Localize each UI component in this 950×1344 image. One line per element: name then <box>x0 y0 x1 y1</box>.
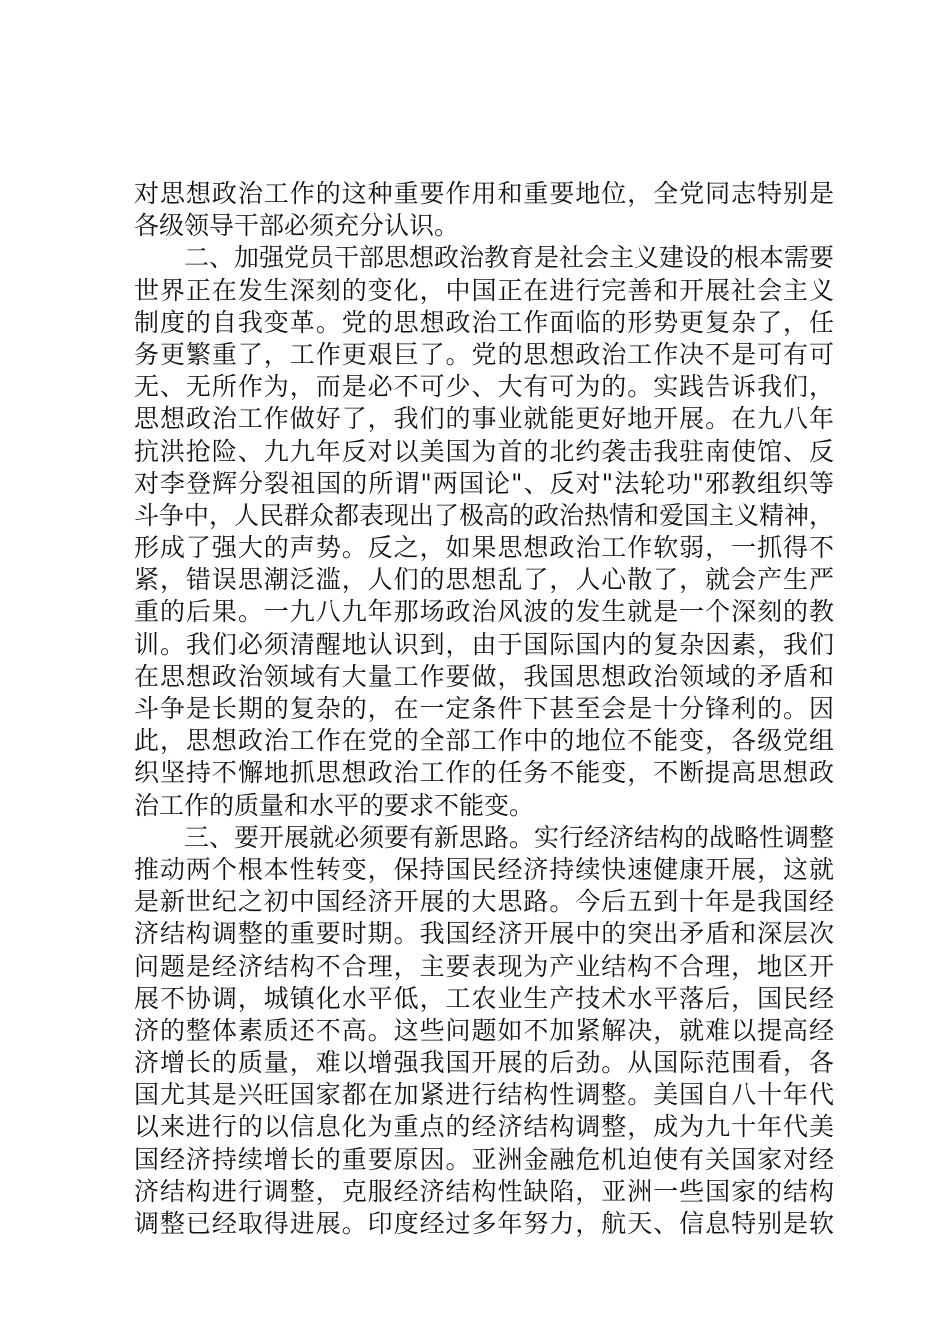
text-line: 训。我们必须清醒地认识到，由于国际国内的复杂因素，我们 <box>134 629 834 659</box>
text-line: 问题是经济结构不合理，主要表现为产业结构不合理，地区开 <box>134 951 834 981</box>
text-line: 斗争是长期的复杂的，在一定条件下甚至会是十分锋利的。因 <box>134 694 834 723</box>
text-line: 是新世纪之初中国经济开展的大思路。今后五到十年是我国经 <box>134 887 834 917</box>
text-line: 国经济持续增长的重要原因。亚洲金融危机迫使有关国家对经 <box>134 1144 834 1174</box>
text-line: 济增长的质量，难以增强我国开展的后劲。从国际范围看，各 <box>134 1048 834 1078</box>
text-line: 各级领导干部必须充分认识。 <box>134 211 460 241</box>
text-line: 织坚持不懈地抓思想政治工作的任务不能变，不断提高思想政 <box>134 758 834 788</box>
paragraph <box>134 822 834 1240</box>
text-line: 世界正在发生深刻的变化，中国正在进行完善和开展社会主义 <box>134 275 834 305</box>
text-line: 思想政治工作做好了，我们的事业就能更好地开展。在九八年 <box>134 404 834 434</box>
text-line: 紧，错误思潮泛滥，人们的思想乱了，人心散了，就会产生严 <box>134 565 834 595</box>
text-line: 济结构调整的重要时期。我国经济开展中的突出矛盾和深层次 <box>134 919 834 949</box>
text-line: 济的整体素质还不高。这些问题如不加紧解决，就难以提高经 <box>134 1015 834 1045</box>
text-line: 务更繁重了，工作更艰巨了。党的思想政治工作决不是可有可 <box>134 339 834 369</box>
text-line: 抗洪抢险、九九年反对以美国为首的北约袭击我驻南使馆、反 <box>134 436 834 466</box>
text-line: 重的后果。一九八九年那场政治风波的发生就是一个深刻的教 <box>134 597 834 627</box>
text-line: 形成了强大的声势。反之，如果思想政治工作软弱，一抓得不 <box>134 533 834 563</box>
paragraph <box>134 178 834 242</box>
text-line: 调整已经取得进展。印度经过多年努力，航天、信息特别是软 <box>134 1209 834 1238</box>
text-line: 济结构进行调整，克服经济结构性缺陷，亚洲一些国家的结构 <box>134 1176 834 1206</box>
text-line: 此，思想政治工作在党的全部工作中的地位不能变，各级党组 <box>134 726 834 756</box>
text-line: 以来进行的以信息化为重点的经济结构调整，成为九十年代美 <box>134 1112 834 1142</box>
paragraph <box>134 242 834 821</box>
text-line: 制度的自我变革。党的思想政治工作面临的形势更复杂了，任 <box>134 307 834 337</box>
text-line: 无、无所作为，而是必不可少、大有可为的。实践告诉我们， <box>134 372 834 402</box>
text-line: 推动两个根本性转变，保持国民经济持续快速健康开展，这就 <box>134 854 834 884</box>
text-line: 三、要开展就必须要有新思路。实行经济结构的战略性调整 <box>184 822 835 852</box>
text-line: 在思想政治领域有大量工作要做，我国思想政治领域的矛盾和 <box>134 661 834 691</box>
text-line: 国尤其是兴旺国家都在加紧进行结构性调整。美国自八十年代 <box>134 1080 834 1110</box>
text-line: 斗争中，人民群众都表现出了极高的政治热情和爱国主义精神， <box>134 500 835 530</box>
text-line: 治工作的质量和水平的要求不能变。 <box>134 790 535 820</box>
text-line: 二、加强党员干部思想政治教育是社会主义建设的根本需要 <box>184 243 835 273</box>
text-line: 对李登辉分裂祖国的所谓"两国论"、反对"法轮功"邪教组织等 <box>134 468 834 498</box>
text-line: 展不协调，城镇化水平低，工农业生产技术水平落后，国民经 <box>134 983 834 1013</box>
body-text <box>134 178 834 1240</box>
text-line: 对思想政治工作的这种重要作用和重要地位，全党同志特别是 <box>134 179 834 208</box>
